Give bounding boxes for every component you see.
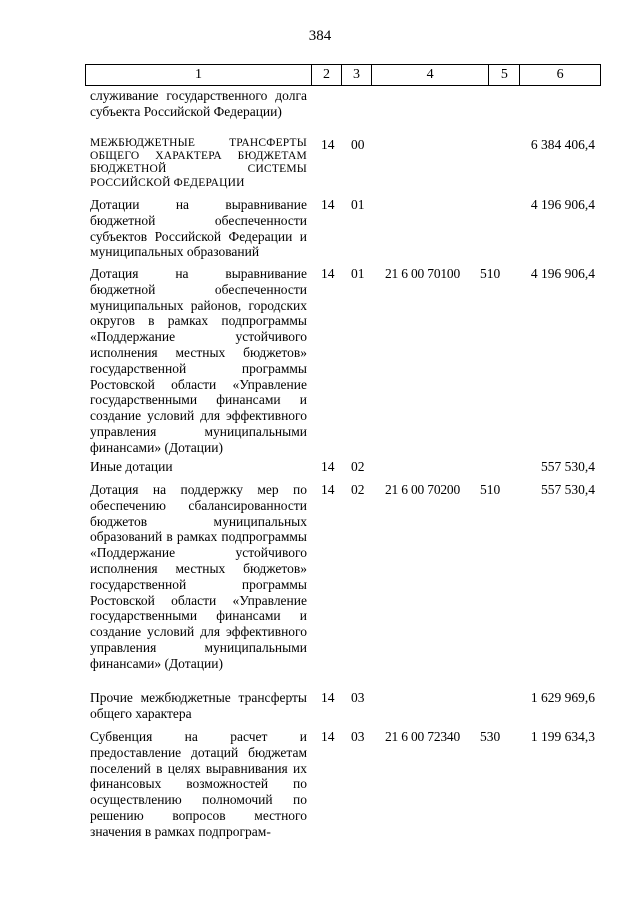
row-amount: 557 530,4 [541,459,595,474]
row-subsection: 03 [351,690,365,705]
row-description: МЕЖБЮДЖЕТНЫЕ ТРАНСФЕРТЫ ОБЩЕГО ХАРАКТЕРА БЮДЖЕТАМ БЮДЖЕТНОЙ СИСТЕМЫ РОССИЙСКОЙ ФЕДЕРАЦИИ [90,137,307,189]
row-description: Дотации на выравнивание бюджетной обеспеченности субъектов Российской Федерации и муниципальных образований [90,197,307,260]
row-description: Субвенция на расчет и предоставление дотаций бюджетам поселений в целях выравнивания их финансовых возможностей по осуществлению полномочий по решению вопросов местного значения в рамках подпрограм- [90,729,307,839]
row-amount: 6 384 406,4 [530,137,595,152]
row-description: Иные дотации [90,459,173,474]
row-subsection: 02 [351,482,365,497]
header-col-4: 4 [372,65,490,85]
row-subsection: 01 [351,197,365,212]
table-header [85,64,601,86]
header-col-3: 3 [342,65,372,85]
row-section: 14 [321,482,335,497]
row-amount: 557 530,4 [541,482,595,497]
row-section: 14 [321,137,335,152]
row-description: служивание государственного долга субъекта Российской Федерации) [90,88,307,119]
row-section: 14 [321,197,335,212]
row-subsection: 03 [351,729,365,744]
row-section: 14 [321,729,335,744]
header-col-1: 1 [86,65,312,85]
row-subsection: 02 [351,459,365,474]
row-vr: 530 [480,729,501,744]
row-description: Дотация на выравнивание бюджетной обеспеченности муниципальных районов, городских округов в рамках подпрограммы «Поддержание устойчивого исполнения местных бюджетов» государственной программы Ростовской области «Управление государственными финансами и создание условий для эффективного управления муниципальными финансами» (Дотации) [90,266,307,455]
row-subsection: 00 [351,137,365,152]
row-description: Прочие межбюджетные трансферты общего характера [90,690,307,721]
row-csr: 21 6 00 70200 [385,482,461,497]
row-section: 14 [321,690,335,705]
row-amount: 4 196 906,4 [530,197,595,212]
row-vr: 510 [480,266,501,281]
header-col-5: 5 [489,65,520,85]
row-description: Дотация на поддержку мер по обеспечению сбалансированности бюджетов муниципальных образований в рамках подпрограммы «Поддержание устойчивого исполнения местных бюджетов» государственной программы Ростовской области «Управление государственными финансами и создание условий для эффективного управления муниципальными финансами» (Дотации) [90,482,307,671]
row-section: 14 [321,459,335,474]
row-amount: 1 629 969,6 [530,690,595,705]
row-csr: 21 6 00 72340 [385,729,461,744]
row-amount: 4 196 906,4 [530,266,595,281]
page-number: 384 [308,28,332,44]
header-col-2: 2 [312,65,342,85]
row-section: 14 [321,266,335,281]
row-vr: 510 [480,482,501,497]
row-amount: 1 199 634,3 [530,729,595,744]
header-col-6: 6 [556,67,564,82]
row-csr: 21 6 00 70100 [385,266,461,281]
row-subsection: 01 [351,266,365,281]
